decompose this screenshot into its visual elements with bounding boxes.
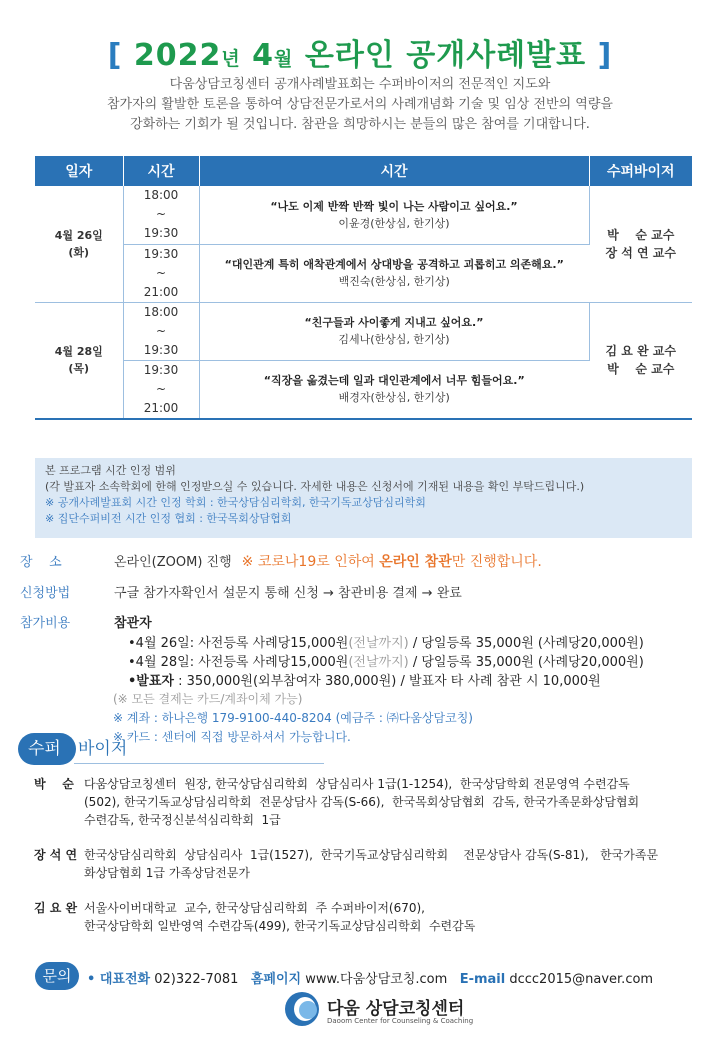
title-bracket-close: ] — [597, 38, 613, 73]
time-start: 18:00 — [143, 304, 179, 319]
header-time: 시간 — [123, 156, 199, 186]
fee-title: 참관자 — [114, 616, 152, 631]
phone-label: • 대표전화 — [87, 972, 151, 987]
header-date: 일자 — [35, 156, 123, 186]
time-end: 19:30 — [143, 342, 179, 357]
place-row — [20, 551, 710, 573]
fee-text: •4월 28일: 사전등록 사례당15,000원 — [128, 655, 349, 670]
page-title — [0, 30, 720, 74]
time-start: 18:00 — [143, 188, 179, 203]
time-cell — [123, 186, 199, 244]
header-topic: 시간 — [199, 156, 589, 186]
time-cell — [123, 244, 199, 302]
time-cell — [123, 360, 199, 419]
bio-line: 화상담협회 1급 가족상담전문가 — [84, 866, 250, 880]
fee-line — [128, 670, 601, 689]
payment-note: (※ 모든 결제는 카드/계좌이체 가능) — [113, 692, 303, 706]
weekday-text: (화) — [68, 245, 90, 259]
supervisor-name: 장 석 연 교수 — [605, 245, 676, 260]
date-cell — [35, 302, 123, 419]
bio-line: 서울사이버대학교 교수, 한국상담심리학회 주 수퍼바이저(670), — [84, 901, 425, 915]
table-header-row — [35, 156, 692, 186]
supervisor-bio-desc — [84, 846, 720, 882]
time-end: 19:30 — [143, 226, 179, 241]
web-label: 홈페이지 — [250, 972, 302, 987]
schedule-table — [35, 156, 692, 420]
email-link[interactable]: dccc2015@naver.com — [509, 972, 654, 987]
phone-number[interactable]: 02)322-7081 — [154, 972, 239, 987]
apply-row — [20, 582, 710, 602]
presenter: 배경자(한상심, 한기상) — [338, 391, 450, 404]
notice-line: ※ 집단수퍼비전 시간 인정 협회 : 한국목회상담협회 — [45, 512, 292, 525]
place-label: 장 소 — [20, 555, 62, 570]
intro-line: 다움상담코칭센터 공개사례발표회는 수퍼바이저의 전문적인 지도와 — [169, 77, 551, 92]
apply-label: 신청방법 — [20, 586, 71, 601]
intro-line: 참가자의 활발한 토론을 통하여 상담전문가로서의 사례개념화 기술 및 임상 전반의 역량을 — [107, 97, 613, 112]
intro-line: 강화하는 기회가 될 것입니다. 참관을 희망하시는 분들의 많은 참여를 기대합니다. — [130, 117, 590, 132]
center-logo — [285, 990, 485, 1032]
presenter: 이윤경(한상심, 한기상) — [338, 216, 450, 230]
contact-info — [87, 968, 653, 987]
topic-cell — [199, 302, 589, 360]
section-title: 바이저 — [78, 739, 128, 759]
website-link[interactable]: www.다움상담코칭.com — [305, 972, 448, 987]
corona-notice — [242, 554, 542, 570]
bio-line: (502), 한국기독교상담심리학회 전문상담사 감독(S-66), 한국목회상담협회 감독, 한국가족문화상담협회 — [84, 795, 640, 809]
title-year: 2022 — [133, 38, 222, 73]
supervisor-section-header — [18, 733, 328, 765]
credit-notice-box — [35, 458, 692, 538]
corona-bold: 온라인 참관 — [379, 554, 452, 570]
place-text: 온라인(ZOOM) 진행 — [114, 555, 232, 570]
header-supervisor: 수퍼바이저 — [589, 156, 692, 186]
supervisor-name: 박 순 교수 — [607, 227, 675, 242]
title-month: 4 — [252, 38, 275, 73]
bio-line: 한국상담학회 일반영역 수련감독(499), 한국기독교상담심리학회 수련감독 — [84, 919, 476, 933]
topic-cell — [199, 244, 589, 302]
logo-icon — [285, 992, 319, 1026]
topic-cell — [199, 360, 589, 419]
account-info: ※ 계좌 : 하나은행 179-9100-440-8204 (예금주 : ㈜다움상담코칭) — [113, 711, 473, 725]
apply-value: 구글 참가자확인서 설문지 통해 신청 → 참관비용 결제 → 완료 — [114, 586, 462, 601]
weekday-text: (목) — [68, 362, 90, 375]
fee-line — [128, 632, 644, 651]
time-sep: ~ — [155, 207, 167, 222]
title-year-unit: 년 — [221, 48, 241, 70]
supervisor-cell — [589, 186, 692, 302]
notice-line: 본 프로그램 시간 인정 범위 — [45, 464, 176, 477]
bio-line: 수련감독, 한국정신분석심리학회 1급 — [84, 813, 281, 827]
bio-line: 다움상담코칭센터 원장, 한국상담심리학회 상담심리사 1급(1-1254), 한국상담학회 전문영역 수련감독 — [84, 777, 630, 791]
presenter: 김세나(한상심, 한기상) — [338, 333, 450, 346]
presenter: 백진숙(한상심, 한기상) — [338, 275, 450, 288]
supervisor-bio — [34, 775, 720, 831]
fee-text: / 당일등록 35,000원 (사례당20,000원) — [408, 636, 644, 651]
time-end: 21:00 — [143, 400, 179, 415]
topic-title: “대인관계 특히 애착관계에서 상대방을 공격하고 괴롭히고 의존해요.” — [224, 258, 564, 271]
notice-line: (각 발표자 소속학회에 한해 인정받으실 수 있습니다. 자세한 내용은 신청서에 기재된 내용을 확인 부탁드립니다.) — [45, 480, 585, 493]
time-start: 19:30 — [143, 246, 179, 261]
time-end: 21:00 — [143, 284, 179, 299]
topic-title: “나도 이제 반짝 반짝 빛이 나는 사람이고 싶어요.” — [270, 199, 518, 213]
fee-text: •발표자 — [128, 674, 174, 689]
date-cell — [35, 186, 123, 302]
card-info: ※ 카드 : 센터에 직접 방문하셔서 가능합니다. — [113, 730, 351, 744]
fee-text: : 350,000원(외부참여자 380,000원) / 발표자 타 사례 참관 시 10,000원 — [173, 674, 601, 689]
supervisor-bio — [34, 899, 720, 937]
date-text: 4월 28일 — [54, 345, 103, 358]
fee-text: •4월 26일: 사전등록 사례당15,000원 — [128, 636, 349, 651]
table-row — [35, 302, 692, 360]
topic-title: “친구들과 사이좋게 지내고 싶어요.” — [304, 316, 484, 329]
topic-title: “직장을 옮겼는데 일과 대인관계에서 너무 힘들어요.” — [263, 374, 525, 387]
bio-line: 한국상담심리학회 상담심리사 1급(1527), 한국기독교상담심리학회 전문상담사 감독(S-81), 한국가족문 — [84, 848, 659, 862]
topic-cell — [199, 186, 589, 244]
section-badge: 수퍼 — [18, 733, 76, 765]
supervisor-bio — [34, 846, 720, 884]
corona-pre: ※ 코로나19로 인하여 — [241, 554, 380, 570]
date-text: 4월 26일 — [54, 228, 103, 242]
time-sep: ~ — [155, 381, 167, 396]
time-cell — [123, 302, 199, 360]
logo-subtitle: Daoom Center for Counseling & Coaching — [327, 1017, 474, 1025]
time-sep: ~ — [155, 265, 167, 280]
place-value — [114, 551, 542, 571]
supervisor-name: 박 순 교수 — [607, 362, 675, 376]
supervisor-bio-name: 장 석 연 — [34, 848, 78, 862]
title-bracket-open: [ — [107, 38, 123, 73]
corona-post: 만 진행합니다. — [451, 554, 542, 570]
table-row — [35, 186, 692, 244]
supervisor-cell — [589, 302, 692, 419]
contact-row — [35, 962, 695, 990]
time-start: 19:30 — [143, 362, 179, 377]
email-label: E-mail — [459, 972, 506, 987]
time-sep: ~ — [155, 323, 167, 338]
contact-badge: 문의 — [35, 962, 79, 990]
supervisor-bio-name: 박 순 — [34, 777, 74, 791]
logo-name: 다움 상담코칭센터 — [327, 999, 465, 1019]
intro-text — [20, 75, 700, 135]
section-divider — [74, 763, 324, 764]
fee-text: / 당일등록 35,000원 (사례당20,000원) — [408, 655, 644, 670]
supervisor-name: 김 요 완 교수 — [605, 344, 676, 358]
notice-line: ※ 공개사례발표회 시간 인정 학회 : 한국상담심리학회, 한국기독교상담심리학회 — [45, 496, 426, 509]
supervisor-bio-desc — [84, 775, 720, 829]
title-main: 온라인 공개사례발표 — [304, 38, 587, 73]
supervisor-bio-desc — [84, 899, 720, 935]
fee-note: (전날까지) — [348, 636, 409, 651]
fee-line — [128, 651, 644, 670]
title-month-unit: 월 — [274, 48, 294, 70]
fee-row — [20, 612, 710, 632]
fee-note: (전날까지) — [348, 655, 409, 670]
fee-label: 참가비용 — [20, 616, 71, 631]
supervisor-bio-name: 김 요 완 — [34, 901, 78, 915]
